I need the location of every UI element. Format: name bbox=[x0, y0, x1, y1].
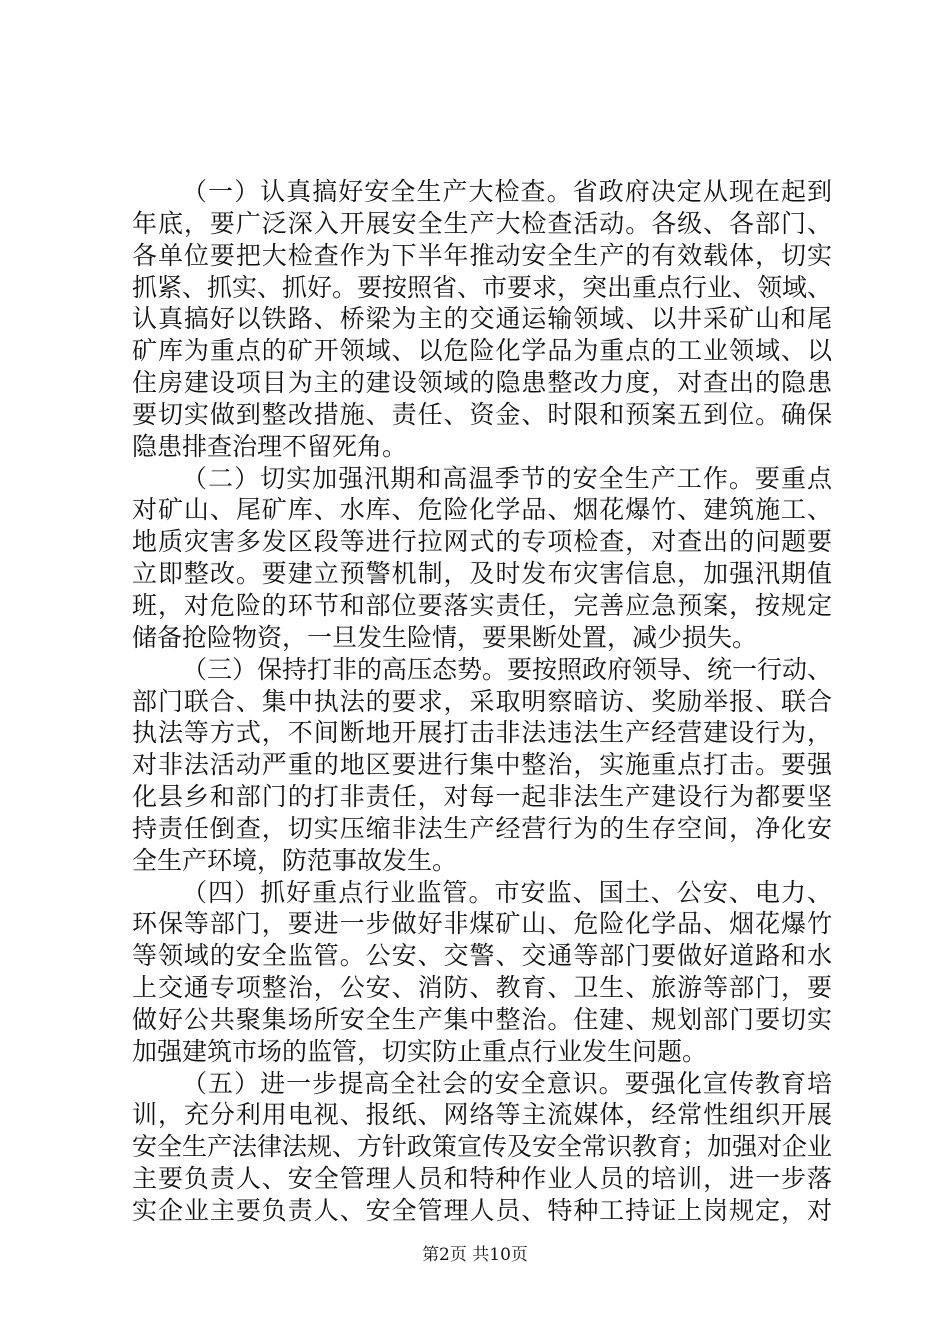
paragraph-1-line: 要切实做到整改措施、责任、资金、时限和预案五到位。确保 bbox=[132, 399, 832, 429]
paragraph-2-line: 班，对危险的环节和部位要落实责任，完善应急预案，按规定 bbox=[132, 590, 832, 620]
paragraph-2-line: 对矿山、尾矿库、水库、危险化学品、烟花爆竹、建筑施工、 bbox=[132, 495, 832, 525]
paragraph-4-line: 加强建筑市场的监管，切实防止重点行业发生问题。 bbox=[132, 1036, 708, 1066]
paragraph-2-line: （二）切实加强汛期和高温季节的安全生产工作。要重点 bbox=[182, 463, 832, 493]
paragraph-2-line: 储备抢险物资，一旦发生险情，要果断处置，减少损失。 bbox=[132, 622, 758, 652]
paragraph-5-line: 主要负责人、安全管理人员和特种作业人员的培训，进一步落 bbox=[132, 1164, 832, 1194]
paragraph-3-line: 部门联合、集中执法的要求，采取明察暗访、奖励举报、联合 bbox=[132, 686, 832, 716]
paragraph-1-line: 认真搞好以铁路、桥梁为主的交通运输领域、以井采矿山和尾 bbox=[132, 304, 832, 334]
paragraph-2-line: 立即整改。要建立预警机制，及时发布灾害信息，加强汛期值 bbox=[132, 559, 832, 589]
paragraph-4-line: 上交通专项整治，公安、消防、教育、卫生、旅游等部门，要 bbox=[132, 973, 832, 1003]
paragraph-3-line: 对非法活动严重的地区要进行集中整治，实施重点打击。要强 bbox=[132, 750, 832, 780]
page-number-footer: 第2页 共10页 bbox=[422, 1245, 528, 1265]
paragraph-2-line: 地质灾害多发区段等进行拉网式的专项检查，对查出的问题要 bbox=[132, 527, 832, 557]
paragraph-1-line: 年底，要广泛深入开展安全生产大检查活动。各级、各部门、 bbox=[132, 208, 832, 238]
paragraph-1-line: 各单位要把大检查作为下半年推动安全生产的有效载体，切实 bbox=[132, 240, 832, 270]
paragraph-5-line: 训，充分利用电视、报纸、网络等主流媒体，经常性组织开展 bbox=[132, 1100, 832, 1130]
paragraph-1-line: （一）认真搞好安全生产大检查。省政府决定从现在起到 bbox=[182, 177, 832, 206]
paragraph-3-line: （三）保持打非的高压态势。要按照政府领导、统一行动、 bbox=[182, 654, 833, 684]
paragraph-4-line: （四）抓好重点行业监管。市安监、国土、公安、电力、 bbox=[182, 877, 832, 907]
paragraph-4-line: 做好公共聚集场所安全生产集中整治。住建、规划部门要切实 bbox=[132, 1004, 832, 1034]
paragraph-5-line: （五）进一步提高全社会的安全意识。要强化宣传教育培 bbox=[182, 1068, 832, 1098]
paragraph-3-line: 化县乡和部门的打非责任，对每一起非法生产建设行为都要坚 bbox=[132, 782, 832, 812]
paragraph-1-line: 抓紧、抓实、抓好。要按照省、市要求，突出重点行业、领域、 bbox=[132, 272, 833, 302]
paragraph-4-line: 等领域的安全监管。公安、交警、交通等部门要做好道路和水 bbox=[132, 941, 832, 971]
paragraph-4-line: 环保等部门，要进一步做好非煤矿山、危险化学品、烟花爆竹 bbox=[132, 909, 832, 939]
paragraph-1-line: 住房建设项目为主的建设领域的隐患整改力度，对查出的隐患 bbox=[132, 368, 832, 398]
paragraph-3-line: 全生产环境，防范事故发生。 bbox=[132, 845, 458, 875]
paragraph-1-line: 隐患排查治理不留死角。 bbox=[132, 431, 408, 461]
document-body bbox=[132, 176, 832, 1227]
paragraph-5-line: 安全生产法律法规、方针政策宣传及安全常识教育；加强对企业 bbox=[132, 1132, 833, 1162]
paragraph-5-line: 实企业主要负责人、安全管理人员、特种工持证上岗规定，对 bbox=[132, 1196, 832, 1225]
paragraph-3-line: 持责任倒查，切实压缩非法生产经营行为的生存空间，净化安 bbox=[132, 813, 832, 843]
paragraph-3-line: 执法等方式，不间断地开展打击非法违法生产经营建设行为， bbox=[132, 718, 832, 748]
paragraph-1-line: 矿库为重点的矿开领域、以危险化学品为重点的工业领域、以 bbox=[132, 336, 832, 366]
